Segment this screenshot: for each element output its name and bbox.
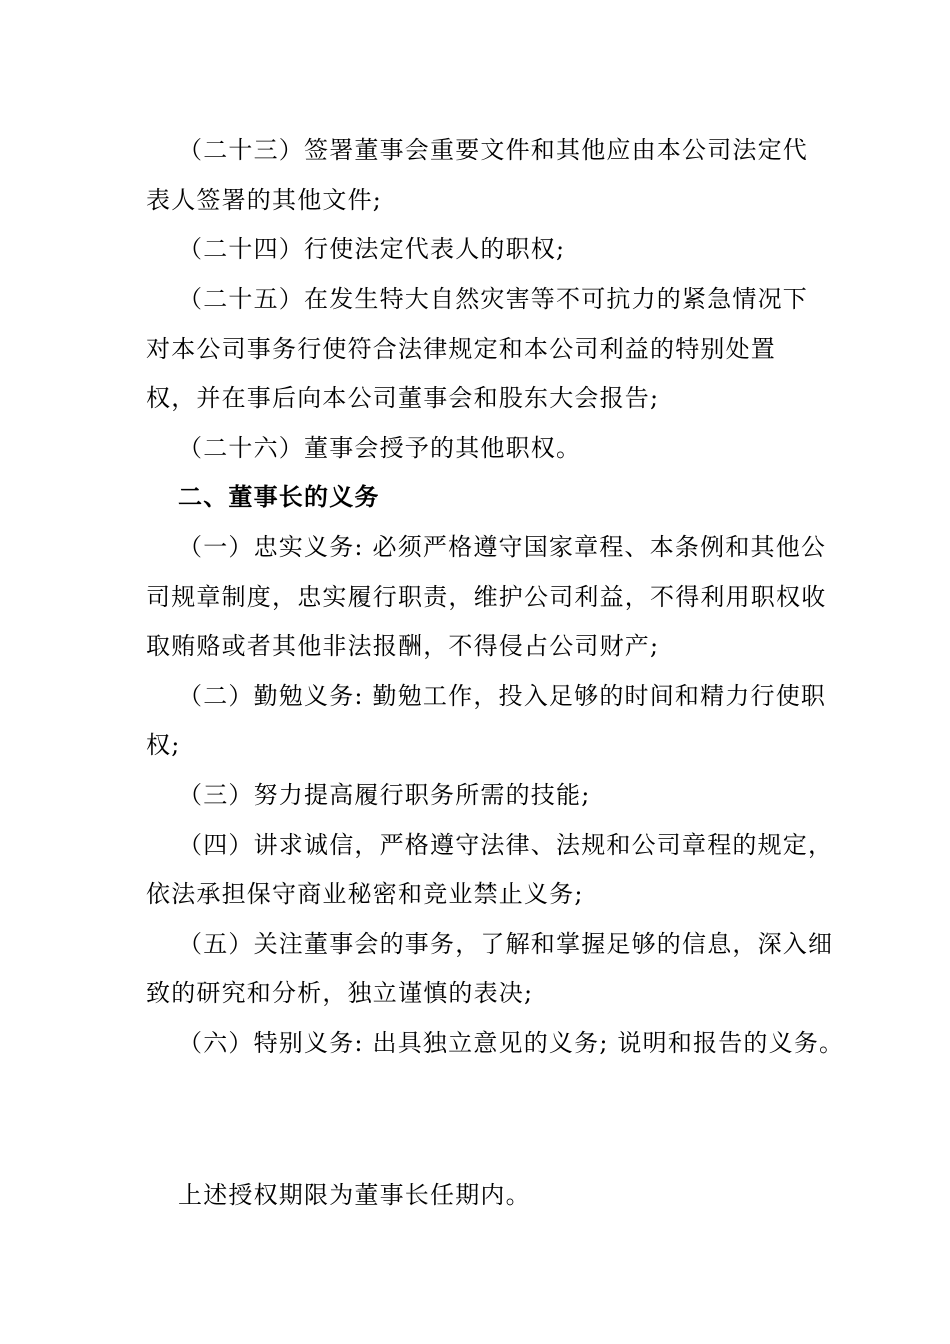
duty-1-line-3: 取贿赂或者其他非法报酬，不得侵占公司财产; [146,632,660,660]
duty-2-line-1: （二）勤勉义务: 勤勉工作，投入足够的时间和精力行使职 [178,682,827,710]
paragraph-23-line-1: （二十三）签署董事会重要文件和其他应由本公司法定代 [178,136,808,164]
duty-2-line-2: 权; [146,731,181,759]
paragraph-24: （二十四）行使法定代表人的职权; [178,235,566,263]
duty-1-line-2: 司规章制度，忠实履行职责，维护公司利益，不得利用职权收 [146,583,827,611]
section-heading-duties: 二、董事长的义务 [178,483,380,511]
paragraph-25-line-3: 权，并在事后向本公司董事会和股东大会报告; [146,384,660,412]
duty-4-line-1: （四）讲求诚信，严格遵守法律、法规和公司章程的规定， [178,831,834,859]
duty-3: （三）努力提高履行职务所需的技能; [178,781,591,809]
paragraph-23-line-2: 表人签署的其他文件; [146,186,383,214]
duty-5-line-1: （五）关注董事会的事务，了解和掌握足够的信息，深入细 [178,930,834,958]
duty-6: （六）特别义务: 出具独立意见的义务; 说明和报告的义务。 [178,1029,845,1057]
paragraph-26: （二十六）董事会授予的其他职权。 [178,434,582,462]
paragraph-25-line-2: 对本公司事务行使符合法律规定和本公司利益的特别处置 [146,335,776,363]
duty-5-line-2: 致的研究和分析，独立谨慎的表决; [146,979,534,1007]
authorization-term-note: 上述授权期限为董事长任期内。 [178,1181,531,1209]
duty-4-line-2: 依法承担保守商业秘密和竞业禁止义务; [146,880,584,908]
duty-1-line-1: （一）忠实义务: 必须严格遵守国家章程、本条例和其他公 [178,533,827,561]
paragraph-25-line-1: （二十五）在发生特大自然灾害等不可抗力的紧急情况下 [178,285,808,313]
